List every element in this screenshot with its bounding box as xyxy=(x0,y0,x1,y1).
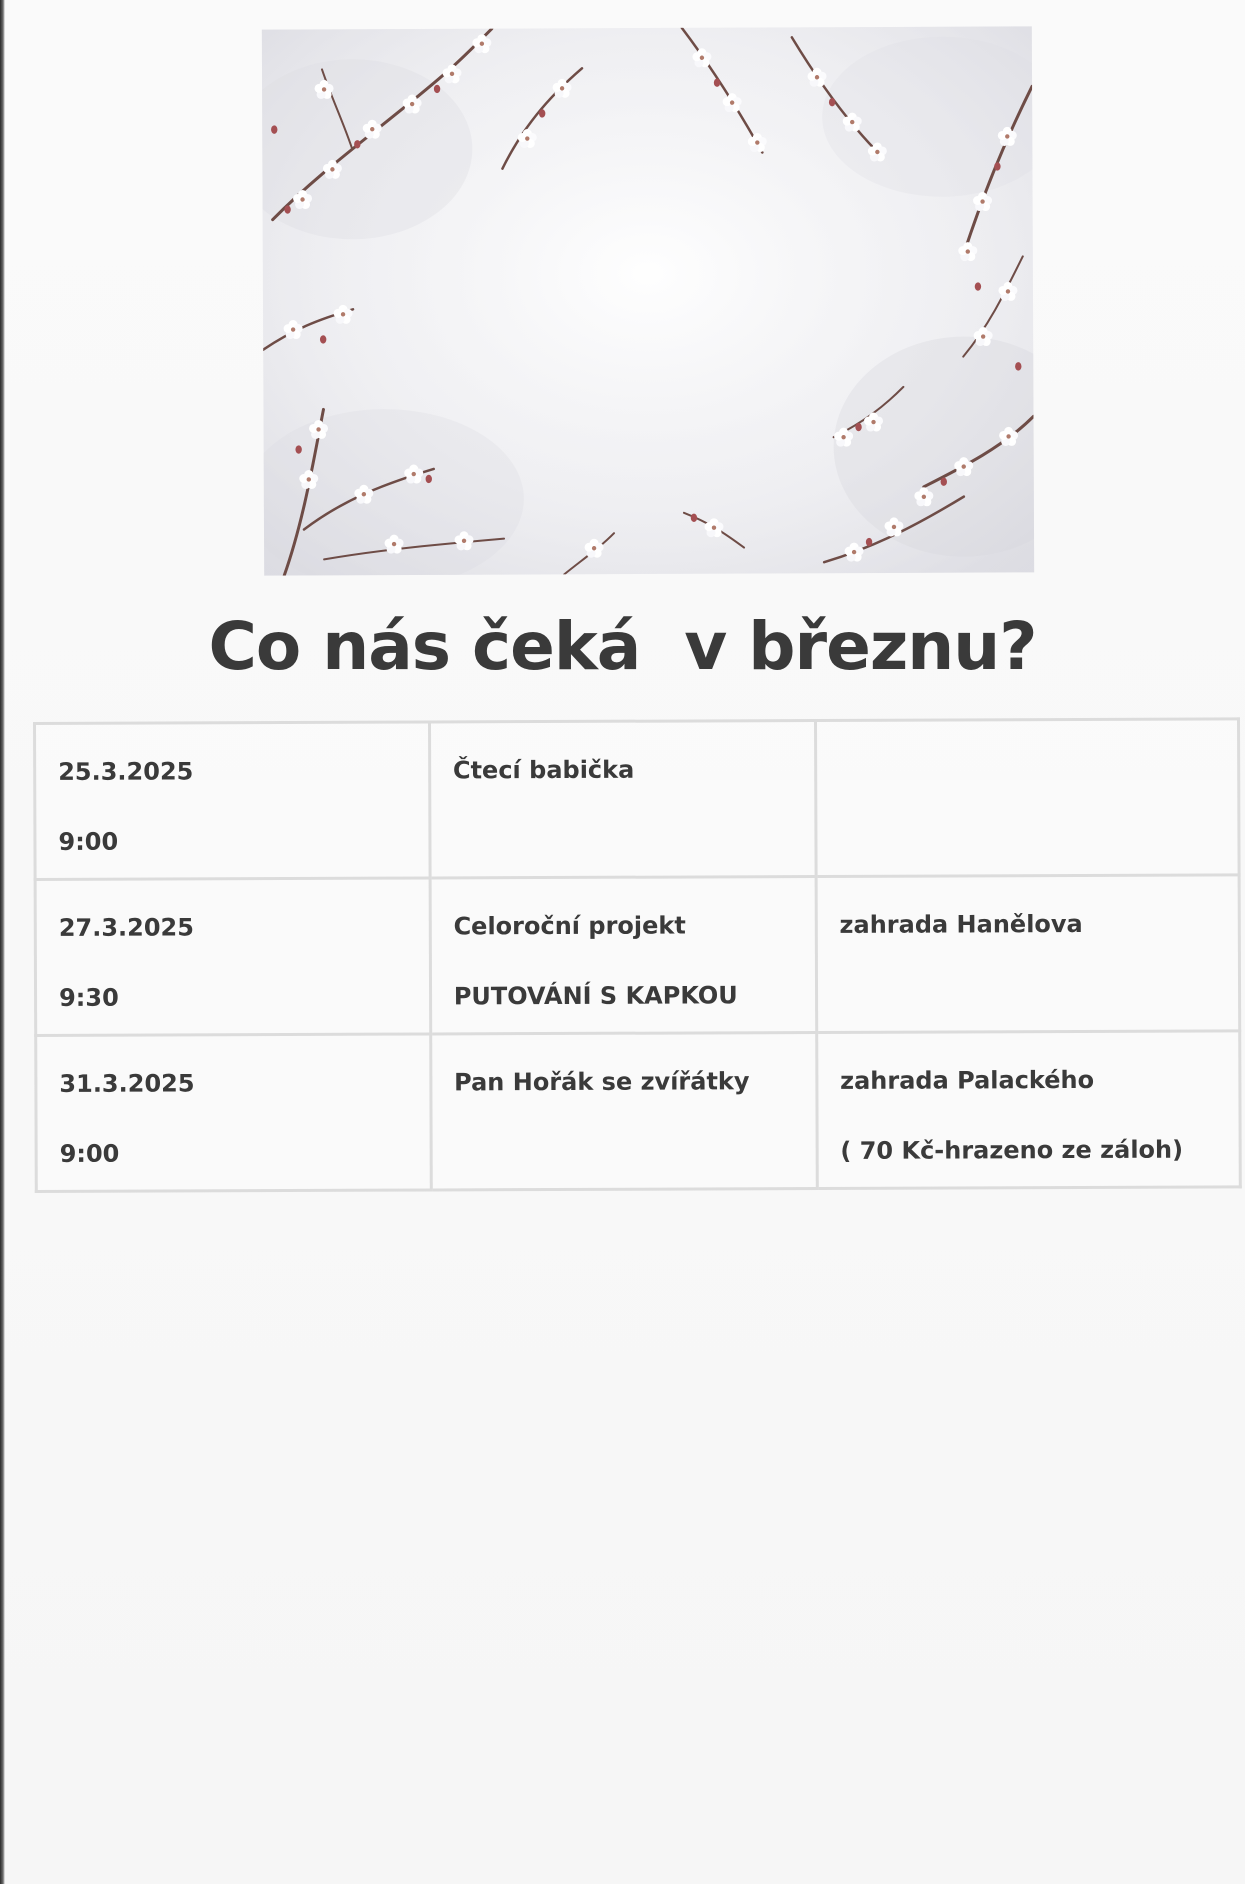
event-title: Pan Hořák se zvířátky xyxy=(454,1067,750,1097)
event-cell xyxy=(430,876,817,1033)
events-table xyxy=(33,717,1242,1193)
event-cell xyxy=(430,1032,817,1189)
table-row xyxy=(35,719,1240,880)
event-title: Čtecí babička xyxy=(452,755,635,785)
place-cell xyxy=(816,1031,1240,1189)
page-edge-shadow xyxy=(0,0,5,1884)
table-row xyxy=(36,1031,1241,1192)
event-price-note: ( 70 Kč-hrazeno ze záloh) xyxy=(840,1135,1184,1165)
event-date: 25.3.2025 xyxy=(58,757,194,786)
event-time: 9:00 xyxy=(59,1139,120,1168)
event-time: 9:30 xyxy=(59,983,119,1012)
table-row xyxy=(35,875,1240,1036)
place-cell xyxy=(815,719,1239,877)
place-cell xyxy=(816,875,1240,1033)
blossom-branches-image xyxy=(262,26,1034,575)
blossom-photo xyxy=(262,26,1034,575)
date-cell xyxy=(35,722,430,880)
page-title: Co nás čeká v březnu? xyxy=(208,608,1037,685)
event-date: 27.3.2025 xyxy=(58,913,194,942)
event-title: Celoroční projekt xyxy=(453,911,686,941)
date-cell xyxy=(35,878,430,1036)
event-place: zahrada Hanělova xyxy=(839,909,1083,939)
date-cell xyxy=(36,1034,431,1192)
event-title: PUTOVÁNÍ S KAPKOU xyxy=(453,981,738,1011)
event-place: zahrada Palackého xyxy=(840,1065,1095,1095)
event-time: 9:00 xyxy=(58,827,119,856)
event-cell xyxy=(429,720,816,877)
event-date: 31.3.2025 xyxy=(59,1069,195,1098)
